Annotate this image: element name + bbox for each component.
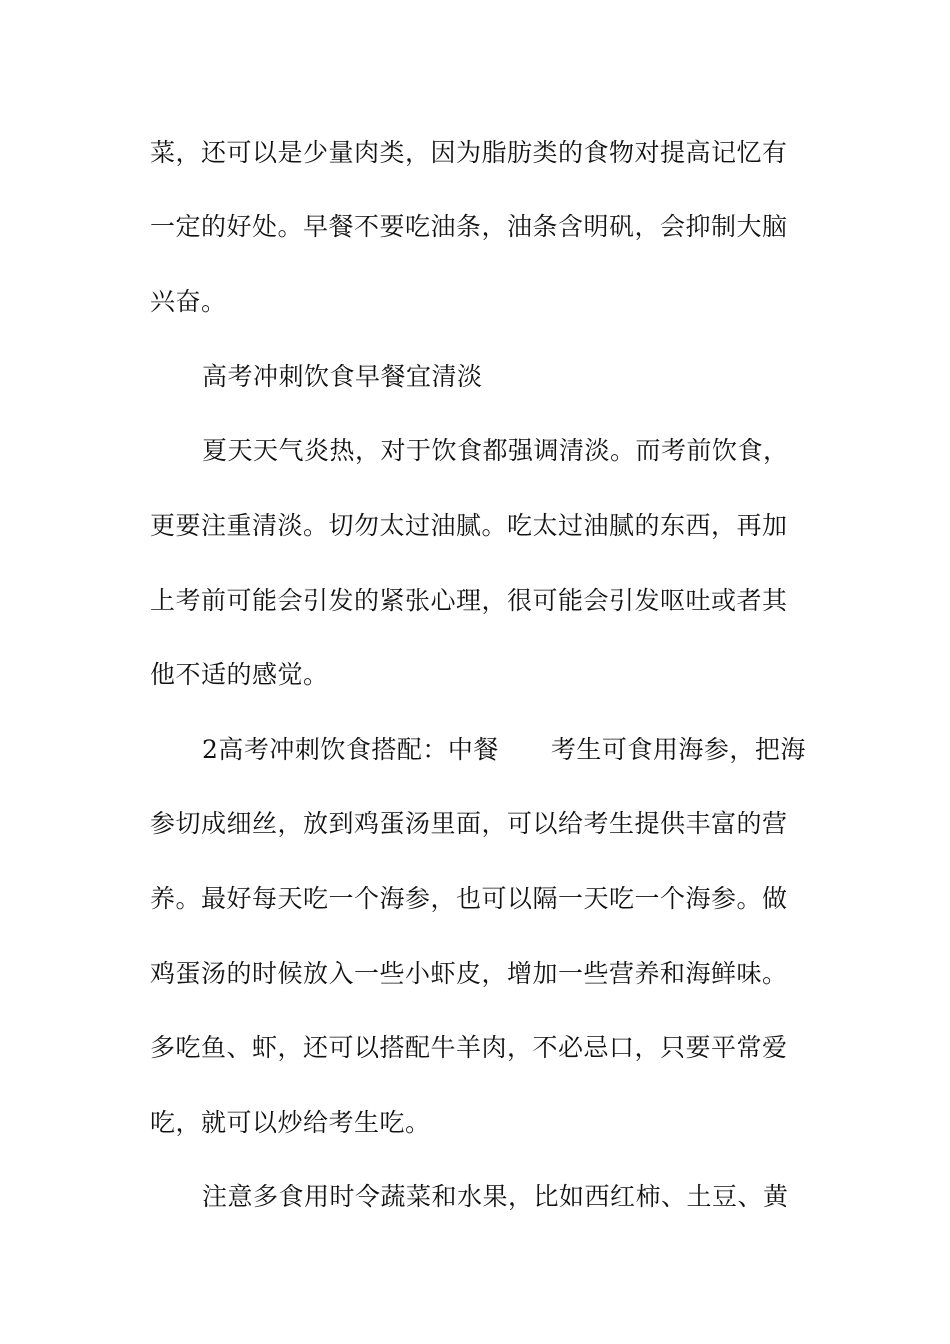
paragraph-4-line-6: 吃，就可以炒给考生吃。 [150, 1108, 431, 1137]
paragraph-4-line-4: 鸡蛋汤的时候放入一些小虾皮，增加一些营养和海鲜味。 [150, 959, 788, 988]
section-heading-breakfast: 高考冲刺饮食早餐宜清淡 [202, 362, 483, 391]
paragraph-4-line-1-text: 考生可食用海参，把海 [550, 735, 806, 764]
section-heading-lunch: 2高考冲刺饮食搭配：中餐 [202, 735, 499, 764]
paragraph-4-line-2: 参切成细丝，放到鸡蛋汤里面，可以给考生提供丰富的营 [150, 809, 788, 838]
paragraph-4-line-5: 多吃鱼、虾，还可以搭配牛羊肉，不必忌口，只要平常爱 [150, 1033, 788, 1062]
paragraph-1-line-2: 一定的好处。早餐不要吃油条，油条含明矾，会抑制大脑 [150, 212, 788, 241]
paragraph-3-line-2: 更要注重清淡。切勿太过油腻。吃太过油腻的东西，再加 [150, 511, 788, 540]
paragraph-5-line-1: 注意多食用时令蔬菜和水果，比如西红柿、土豆、黄 [202, 1182, 789, 1211]
paragraph-4-line-3: 养。最好每天吃一个海参，也可以隔一天吃一个海参。做 [150, 884, 788, 913]
paragraph-3-line-1: 夏天天气炎热，对于饮食都强调清淡。而考前饮食， [202, 436, 789, 465]
paragraph-3-line-4: 他不适的感觉。 [150, 660, 329, 689]
paragraph-1-line-1: 菜，还可以是少量肉类，因为脂肪类的食物对提高记忆有 [150, 138, 788, 167]
paragraph-4-line-1 [202, 730, 806, 770]
paragraph-3-line-3: 上考前可能会引发的紧张心理，很可能会引发呕吐或者其 [150, 586, 788, 615]
paragraph-1-line-3: 兴奋。 [150, 287, 227, 316]
